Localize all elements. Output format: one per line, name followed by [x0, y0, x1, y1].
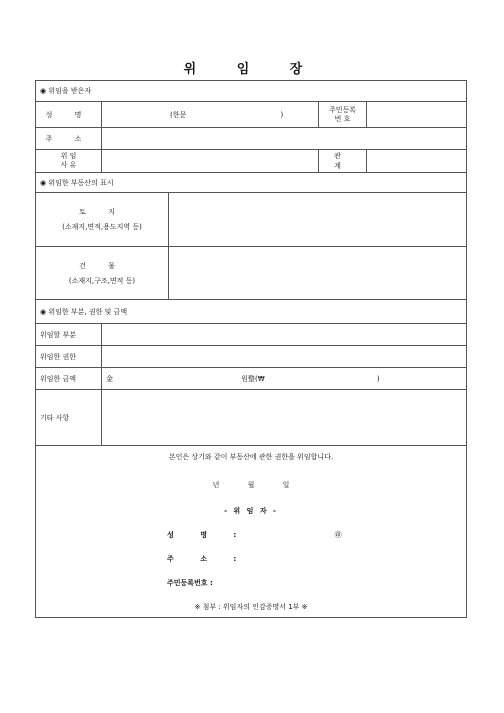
name-label: 성 명 — [36, 102, 102, 128]
part-field[interactable] — [102, 324, 467, 346]
delegator-header: - 위 임 자 - — [224, 506, 278, 515]
power-of-attorney-form — [35, 80, 467, 618]
reason-field[interactable] — [102, 150, 319, 173]
address-field[interactable] — [102, 128, 467, 150]
section-scope-header: ◉ 위임한 부분, 권한 및 금액 — [36, 300, 467, 324]
document-title: 위 임 장 — [183, 62, 321, 77]
declaration-block — [36, 446, 467, 618]
hanja-close: ) — [280, 110, 284, 119]
authority-label: 위임한 권한 — [36, 346, 102, 368]
hanja-open: (한문 — [170, 110, 187, 119]
address-label: 주 소 — [36, 128, 102, 150]
reason-label: 위 임 사 유 — [36, 150, 102, 173]
relation-field[interactable] — [367, 150, 467, 173]
land-field[interactable] — [169, 193, 467, 247]
amount-label: 위임한 금액 — [36, 368, 102, 390]
relation-label: 관 계 — [319, 150, 367, 173]
declaration-statement: 본인은 상기와 같이 부동산에 관한 권한을 위임합니다. — [168, 452, 334, 461]
building-field[interactable] — [169, 247, 467, 300]
id-number-label: 주민등록 번 호 — [319, 102, 367, 128]
building-label: 건 물 (소재지,구조,면적 등) — [36, 247, 169, 300]
amount-won: 원整(₩ — [241, 374, 265, 383]
section-delegate-header: ◉ 위임을 받은자 — [36, 81, 467, 102]
delegator-address-label: 주 소 : — [167, 554, 237, 563]
delegator-id-label: 주민등록번호 : — [167, 578, 213, 587]
authority-field[interactable] — [102, 346, 467, 368]
land-label: 토 지 (소재지,면적,용도지역 등) — [36, 193, 169, 247]
section-property-header: ◉ 위임한 부동산의 표시 — [36, 173, 467, 193]
attachment-note: ※ 첨부 : 위임자의 인감증명서 1부 ※ — [194, 602, 308, 611]
part-label: 위임할 부분 — [36, 324, 102, 346]
other-field[interactable] — [102, 390, 467, 446]
name-field[interactable] — [102, 102, 319, 128]
amount-close: ) — [376, 374, 380, 383]
delegator-name-label: 성 명 : — [167, 530, 237, 539]
amount-field[interactable] — [102, 368, 467, 390]
amount-prefix: 金 — [106, 374, 113, 383]
other-label: 기타 사항 — [36, 390, 102, 446]
seal-mark: ㊞ — [334, 530, 342, 539]
id-number-field[interactable] — [367, 102, 467, 128]
declaration-date: 년 월 일 — [212, 480, 290, 489]
